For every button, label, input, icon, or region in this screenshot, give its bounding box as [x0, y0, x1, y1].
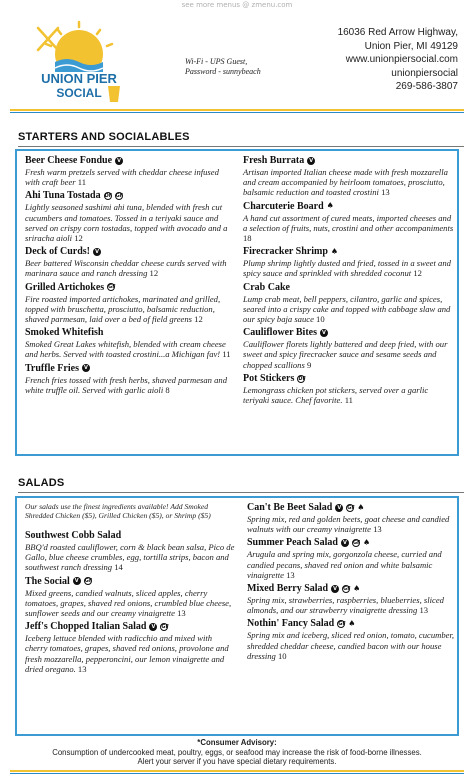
- logo-line2: SOCIAL: [56, 86, 102, 100]
- menu-item-description: [247, 549, 455, 580]
- menu-item-name-text: Truffle Fries: [25, 362, 79, 374]
- menu-item-description: [243, 294, 455, 325]
- menu-item: [243, 246, 455, 278]
- menu-item-description: [25, 633, 235, 674]
- starters-box: [15, 149, 459, 456]
- wifi-password: Password - sunnybeach: [185, 67, 261, 76]
- menu-item-name-text: Charcuterie Board: [243, 200, 324, 212]
- menu-header: [0, 10, 474, 110]
- vegetarian-icon: V: [73, 577, 81, 585]
- menu-item-name: [247, 502, 455, 514]
- menu-item-name-text: Ahi Tuna Tostada: [25, 190, 101, 202]
- menu-item-price: 13: [419, 605, 429, 616]
- menu-item-price: 13: [381, 187, 390, 198]
- menu-item: [247, 502, 455, 534]
- menu-item-name: [243, 327, 455, 339]
- vegetarian-icon: V: [341, 539, 349, 547]
- menu-item-name: [25, 363, 235, 375]
- menu-item-description: [247, 595, 455, 615]
- advisory-line-2: Alert your server if you have special dietary requirements.: [137, 757, 337, 766]
- dairy-free-icon: DF: [298, 375, 306, 382]
- menu-item-name: [247, 537, 455, 549]
- menu-item-description-text: Fresh warm pretzels served with cheddar cheese infused with craft beer: [25, 167, 219, 188]
- menu-item-name-text: Jeff's Chopped Italian Salad: [25, 621, 147, 633]
- vegetarian-icon: V: [115, 157, 123, 165]
- menu-item-price: 8: [165, 384, 170, 395]
- gluten-free-icon: GF: [108, 284, 116, 291]
- menu-item-price: 12: [74, 233, 83, 244]
- menu-item-name-text: Fresh Burrata: [243, 155, 305, 166]
- menu-item-description: [25, 202, 235, 243]
- starters-right-column: [243, 155, 455, 408]
- menu-item-price: 9: [306, 359, 312, 370]
- menu-item-description: [25, 542, 235, 573]
- menu-item-description: [247, 514, 455, 534]
- menu-item-description: [243, 385, 455, 405]
- gluten-free-icon: GF: [84, 578, 93, 585]
- starters-left-column: [25, 155, 235, 398]
- menu-item-description-text: Lump crab meat, bell peppers, cilantro, garlic and spices, seared into a crispy cake and topped with cabbage slaw and our spicy baja sauce: [243, 293, 451, 325]
- menu-item-description-text: A hand cut assortment of cured meats, imported cheeses and a selection of fruits, nuts, crostini and other accompaniments: [243, 212, 454, 233]
- menu-item-description-text: Mixed greens, candied walnuts, sliced apples, cherry tomatoes, grapes, shaved red onions, crumbled blue cheese, sunflower seeds and our creamy vinaigrette: [25, 587, 232, 619]
- logo-graphic: [28, 20, 130, 108]
- website-link[interactable]: www.unionpiersocial.com: [345, 54, 458, 65]
- address-street: 16036 Red Arrow Highway,: [337, 27, 458, 38]
- menu-item-price: 13: [373, 524, 382, 535]
- starters-section-title: STARTERS AND SOCIALABLES: [18, 131, 190, 143]
- menu-item-name: [243, 373, 455, 385]
- menu-item-name-text: Grilled Artichokes: [25, 281, 105, 293]
- menu-item-description-text: Arugula and spring mix, gorgonzola cheese, curried and candied pecans, shaved red onion and white balsamic vinaigrette: [247, 549, 442, 580]
- menu-item-description-text: Smoked Great Lakes whitefish, blended with cream cheese and herbs. Served with toasted crostini...a Michigan fav!: [25, 339, 226, 360]
- menu-item-price: 11: [77, 177, 87, 188]
- menu-item-name-text: Summer Peach Salad: [247, 537, 338, 549]
- social-handle[interactable]: unionpiersocial: [391, 67, 458, 79]
- salads-box: [15, 496, 459, 736]
- vegetarian-icon: V: [149, 623, 157, 631]
- menu-item-name: [25, 576, 235, 588]
- advisory-line-1: Consumption of undercooked meat, poultry, eggs, or seafood may increase the risk of food-borne illnesses.: [52, 747, 422, 757]
- spicy-icon: ♠: [326, 201, 334, 211]
- menu-item-description-text: Iceberg lettuce blended with radicchio and mixed with cherry tomatoes, grapes, shaved red onions, provolone and fresh mozzarella, pepperoncini, our lemon vinaigrette and dried oregano.: [25, 633, 229, 674]
- spicy-icon: ♠: [348, 619, 356, 629]
- menu-item-price: 13: [286, 569, 295, 580]
- salads-section-title: SALADS: [18, 477, 65, 489]
- menu-item-description-text: Fire roasted imported artichokes, marinated and grilled, topped with bruschetta, prosciutto, balsamic reduction, shaved parmesan, laid over a bed of field greens: [25, 293, 221, 325]
- menu-item-description: [25, 167, 235, 187]
- vegetarian-icon: V: [307, 157, 315, 165]
- menu-item: [25, 576, 235, 619]
- spicy-icon: ♠: [357, 502, 365, 512]
- menu-item-description: [25, 588, 235, 619]
- menu-item: [25, 621, 235, 674]
- menu-item-price: 11: [344, 395, 353, 406]
- menu-item-price: 12: [194, 314, 203, 325]
- spicy-icon: ♠: [330, 246, 339, 256]
- menu-item-description: [243, 258, 455, 278]
- menu-item-name-text: Cauliflower Bites: [243, 327, 317, 339]
- footer-divider: [10, 770, 464, 774]
- menu-item: [25, 282, 235, 325]
- menu-item: [247, 537, 455, 580]
- menu-item-description: [247, 630, 455, 661]
- menu-item-name-text: Firecracker Shrimp: [243, 246, 328, 258]
- menu-item-name: [25, 327, 235, 339]
- menu-item-name: [247, 583, 455, 595]
- menu-item: [247, 583, 455, 615]
- logo-line1: UNION PIER: [41, 71, 117, 86]
- phone-number[interactable]: 269-586-3807: [395, 81, 458, 92]
- gluten-free-icon: GF: [161, 623, 169, 630]
- menu-item: [25, 246, 235, 278]
- gluten-free-icon: GF: [343, 585, 351, 592]
- restaurant-logo: [28, 20, 130, 108]
- menu-item-description-text: Lemongrass chicken pot stickers, served over a garlic teriyaki sauce. Chef favorite.: [243, 384, 429, 406]
- menu-item-price: 13: [77, 663, 87, 674]
- menu-item-name-text: Smoked Whitefish: [25, 327, 104, 339]
- salads-right-column: [247, 502, 455, 664]
- menu-item: [247, 618, 455, 661]
- salads-left-column: [25, 502, 235, 677]
- menu-item-description: [25, 294, 235, 325]
- gluten-free-icon: GF: [115, 193, 124, 200]
- menu-item-name: [247, 618, 455, 630]
- gluten-free-icon: GF: [352, 540, 361, 547]
- menu-item-description: [25, 258, 235, 278]
- menu-item-name-text: Can't Be Beet Salad: [247, 502, 333, 513]
- menu-item-name-text: Pot Stickers: [243, 372, 295, 384]
- menu-item-price: 14: [114, 562, 123, 573]
- menu-item-name: [243, 201, 455, 213]
- wifi-network: Wi-Fi - UPS Guest,: [185, 57, 248, 66]
- menu-item: [243, 201, 455, 244]
- menu-item-name-text: Mixed Berry Salad: [247, 583, 329, 595]
- menu-item: [25, 155, 235, 187]
- consumer-advisory: [0, 738, 474, 767]
- menu-item-name: [25, 282, 235, 294]
- header-divider: [10, 109, 464, 112]
- menu-item-description-text: Artisan imported Italian cheese made with fresh mozzarella and cream accompanied by heirloom tomatoes, prosciutto, balsamic reduction and toasted crostini: [243, 167, 448, 198]
- spicy-icon: ♠: [362, 538, 371, 548]
- menu-item-price: 10: [316, 314, 325, 325]
- menu-item-description-text: Lightly seasoned sashimi ahi tuna, blended with fresh cut cucumbers and tomatoes. Tossed in a teriyaki sauce and served on crispy corn tostadas, topped with avocado and a sriracha aioli: [25, 202, 228, 244]
- menu-item-price: 18: [243, 233, 252, 244]
- wifi-info: [185, 57, 320, 77]
- vegetarian-icon: V: [82, 364, 90, 372]
- menu-item-name-text: Deck of Curds!: [25, 246, 90, 258]
- menu-item: [25, 327, 235, 359]
- menu-item-name: [243, 282, 455, 294]
- menu-item-description: [243, 213, 455, 244]
- vegetarian-icon: V: [335, 504, 343, 512]
- watermark: see more menus @ zmenu.com: [181, 1, 293, 9]
- menu-item: [25, 363, 235, 395]
- salad-add-on-note: Our salads use the finest ingredients available! Add Smoked Shredded Chicken ($5), Grilled Chicken ($5), or Shrimp ($5): [25, 502, 211, 520]
- vegetarian-icon: V: [320, 329, 328, 337]
- dairy-free-icon: DF: [104, 193, 113, 200]
- menu-item-name-text: The Social: [25, 575, 70, 587]
- menu-item: [243, 282, 455, 325]
- spicy-icon: ♠: [353, 583, 361, 593]
- menu-item: [243, 155, 455, 198]
- menu-item-name: [243, 246, 455, 258]
- menu-item-name: [25, 621, 235, 633]
- vegetarian-icon: V: [331, 585, 339, 593]
- menu-item: [243, 327, 455, 370]
- menu-item-description: [243, 339, 455, 370]
- gluten-free-icon: GF: [347, 504, 355, 511]
- menu-item: [243, 373, 455, 405]
- menu-item: [25, 190, 235, 243]
- vegetarian-icon: V: [93, 248, 101, 256]
- advisory-title: *Consumer Advisory:: [197, 738, 277, 747]
- address-city: Union Pier, MI 49129: [364, 40, 458, 52]
- menu-item-price: 11: [222, 349, 231, 360]
- menu-item-price: 12: [149, 268, 159, 279]
- menu-item-name: [25, 155, 235, 167]
- menu-item-description-text: Spring mix, strawberries, raspberries, blueberries, sliced almonds, and our strawberry vinaigrette dressing: [247, 595, 444, 616]
- menu-item-price: 12: [413, 268, 422, 279]
- menu-item-description-text: Cauliflower florets lightly battered and deep fried, with our sweet and spicy firecracker sauce and sesame seeds and chopped scallions: [243, 339, 448, 370]
- menu-item-price: 13: [177, 608, 186, 619]
- menu-item-description-text: Spring mix, red and golden beets, goat cheese and candied walnuts with our creamy vinaigrette: [247, 514, 450, 535]
- menu-item-name-text: Crab Cake: [243, 281, 290, 293]
- menu-item-description: [243, 167, 455, 198]
- menu-item-name: [243, 155, 455, 167]
- menu-item-name: [25, 190, 235, 202]
- restaurant-address: [338, 26, 458, 94]
- menu-item-description-text: Plump shrimp lightly dusted and fried, tossed in a sweet and spicy sauce and sprinkled with shredded coconut: [243, 258, 451, 279]
- menu-item-description: [25, 339, 235, 359]
- gluten-free-icon: GF: [338, 621, 346, 628]
- menu-item-description-text: BBQ'd roasted cauliflower, corn & black bean salsa, Pico de Gallo, blue cheese crumbles, egg, tortilla strips, bacon and southwest ranch dressing: [25, 542, 235, 573]
- menu-item-description-text: French fries tossed with fresh herbs, shaved parmesan and white truffle oil. Served with garlic aioli: [25, 374, 228, 395]
- menu-item-name: [25, 246, 235, 258]
- menu-item: [25, 530, 235, 573]
- menu-item-name-text: Beer Cheese Fondue: [25, 155, 113, 166]
- menu-item-price: 10: [277, 650, 287, 661]
- menu-item-name: [25, 530, 235, 542]
- menu-item-description-text: Spring mix and iceberg, sliced red onion, tomato, cucumber, shredded cheddar cheese, candied bacon with our house dressing: [247, 630, 455, 661]
- menu-item-description: [25, 375, 235, 395]
- menu-item-name-text: Nothin' Fancy Salad: [247, 618, 335, 630]
- menu-item-description-text: Beer battered Wisconsin cheddar cheese curds served with marinara sauce and ranch dressing: [25, 258, 227, 279]
- menu-item-name-text: Southwest Cobb Salad: [25, 530, 122, 541]
